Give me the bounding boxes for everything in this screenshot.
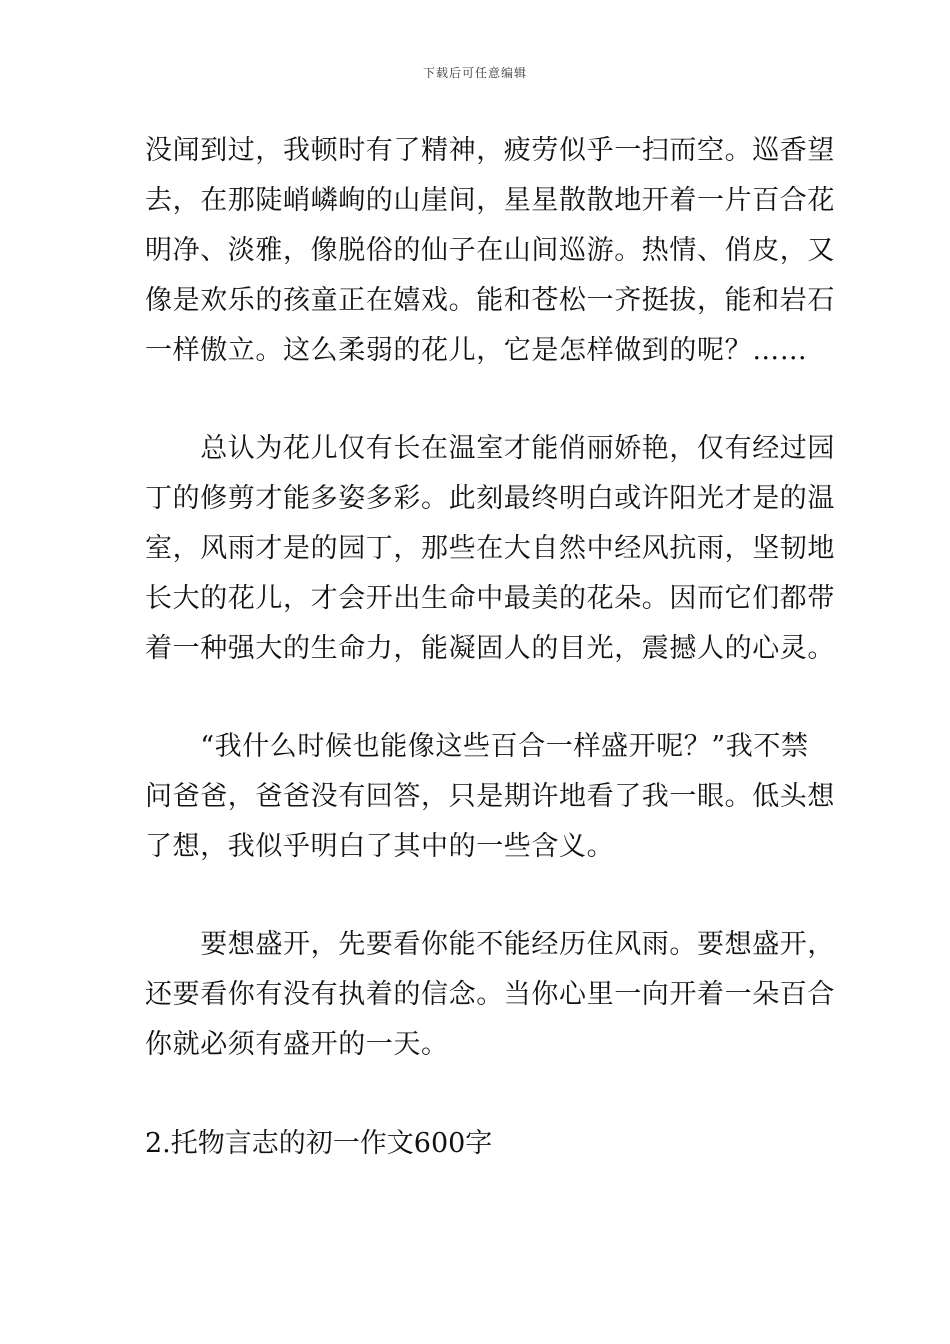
page-header: 下载后可任意编辑 — [422, 66, 527, 80]
paragraph-2-line-5: 着一种强大的生命力，能凝固人的目光，震撼人的心灵。 — [145, 633, 835, 664]
paragraph-4-line-3: 你就必须有盛开的一天。 — [145, 1029, 449, 1060]
paragraph-2-line-3: 室，风雨才是的园丁，那些在大自然中经风抗雨，坚韧地 — [145, 533, 835, 564]
paragraph-1-line-1: 没闻到过，我顿时有了精神，疲劳似乎一扫而空。巡香望 — [145, 135, 835, 166]
paragraph-1-line-2: 去，在那陡峭嶙峋的山崖间，星星散散地开着一片百合花 — [145, 185, 835, 216]
paragraph-2-line-2: 丁的修剪才能多姿多彩。此刻最终明白或许阳光才是的温 — [145, 483, 835, 514]
paragraph-3-line-1: “我什么时候也能像这些百合一样盛开呢？”我不禁 — [145, 731, 809, 762]
paragraph-2-line-1: 总认为花儿仅有长在温室才能俏丽娇艳，仅有经过园 — [145, 433, 835, 464]
paragraph-3-line-2: 问爸爸，爸爸没有回答，只是期许地看了我一眼。低头想 — [145, 781, 835, 812]
paragraph-1-line-5: 一样傲立。这么柔弱的花儿，它是怎样做到的呢？…… — [145, 335, 808, 366]
paragraph-2-line-4: 长大的花儿，才会开出生命中最美的花朵。因而它们都带 — [145, 583, 835, 614]
section-heading: 2.托物言志的初一作文600字 — [145, 1128, 493, 1159]
paragraph-1-line-3: 明净、淡雅，像脱俗的仙子在山间巡游。热情、俏皮，又 — [145, 235, 835, 266]
paragraph-3-line-3: 了想，我似乎明白了其中的一些含义。 — [145, 831, 615, 862]
paragraph-4-line-2: 还要看你有没有执着的信念。当你心里一向开着一朵百合 — [145, 979, 835, 1010]
paragraph-4-line-1: 要想盛开，先要看你能不能经历住风雨。要想盛开， — [145, 929, 835, 960]
paragraph-1-line-4: 像是欢乐的孩童正在嬉戏。能和苍松一齐挺拔，能和岩石 — [145, 285, 835, 316]
